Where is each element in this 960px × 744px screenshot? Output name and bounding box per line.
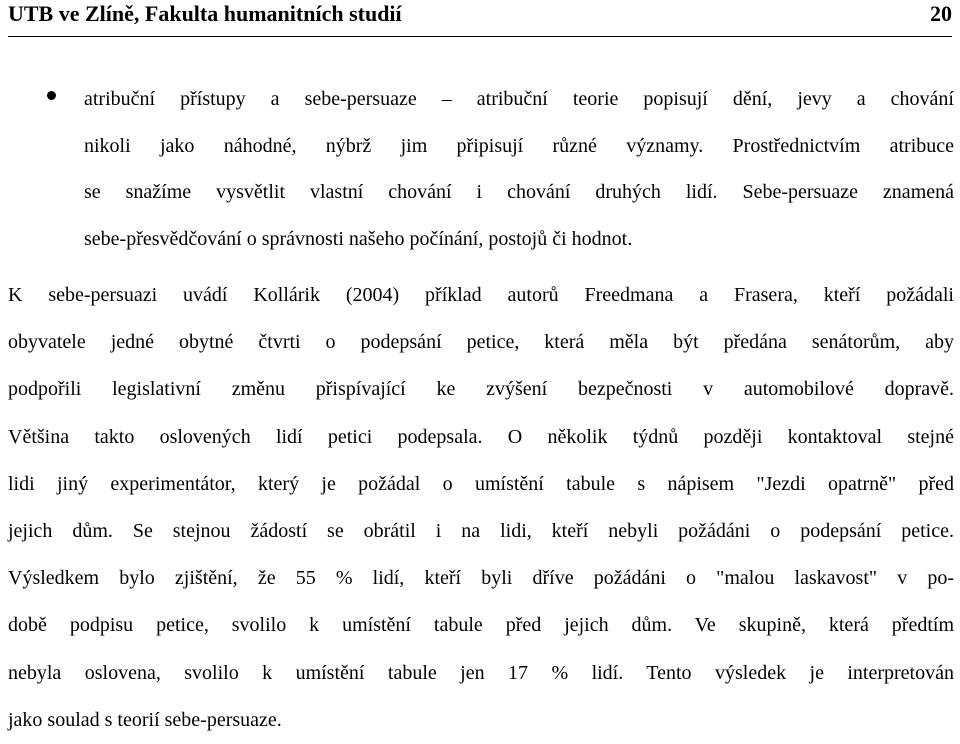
paragraph-line: obyvatele jedné obytné čtvrti o podepsání petice, která měla být předána senátorům, aby xyxy=(8,331,954,354)
paragraph-line: době podpisu petice, svolilo k umístění tabule před jejich dům. Ve skupině, která předtím xyxy=(8,614,954,637)
header-title: UTB ve Zlíně, Fakulta humanitních studií xyxy=(8,1,402,26)
page-header xyxy=(8,0,952,37)
paragraph-line: nebyla oslovena, svolilo k umístění tabule jen 17 % lidí. Tento výsledek je interpretován xyxy=(8,661,954,684)
paragraph-line: podpořili legislativní změnu přispívající ke zvýšení bezpečnosti v automobilové dopravě. xyxy=(8,378,954,401)
bullet-item xyxy=(84,76,954,262)
body-paragraph xyxy=(8,272,954,744)
paragraph-line: K sebe-persuazi uvádí Kollárik (2004) příklad autorů Freedmana a Frasera, kteří požádali xyxy=(8,284,954,306)
bullet-line: se snažíme vysvětlit vlastní chování i chování druhých lidí. Sebe-persuaze znamená xyxy=(84,181,954,203)
paragraph-line: lidi jiný experimentátor, který je požádal o umístění tabule s nápisem "Jezdi opatrně" před xyxy=(8,472,954,495)
bullet-line: atribuční přístupy a sebe-persuaze – atribuční teorie popisují dění, jevy a chování xyxy=(84,88,954,110)
bullet-icon xyxy=(47,91,56,100)
paragraph-line: jako soulad s teorií sebe-persuaze. xyxy=(8,708,282,731)
paragraph-line: jejich dům. Se stejnou žádostí se obrátil i na lidi, kteří nebyli požádáni o podepsání petice. xyxy=(8,520,954,543)
bullet-line: sebe-přesvědčování o správnosti našeho počínání, postojů či hodnot. xyxy=(84,227,633,250)
bullet-line: nikoli jako náhodné, nýbrž jim připisují různé významy. Prostřednictvím atribuce xyxy=(84,134,954,157)
page-number: 20 xyxy=(930,1,952,26)
paragraph-line: Výsledkem bylo zjištění, že 55 % lidí, kteří byli dříve požádáni o "malou laskavost" v po- xyxy=(8,567,954,590)
paragraph-line: Většina takto oslovených lidí petici podepsala. O několik týdnů později kontaktoval stejné xyxy=(8,425,954,448)
